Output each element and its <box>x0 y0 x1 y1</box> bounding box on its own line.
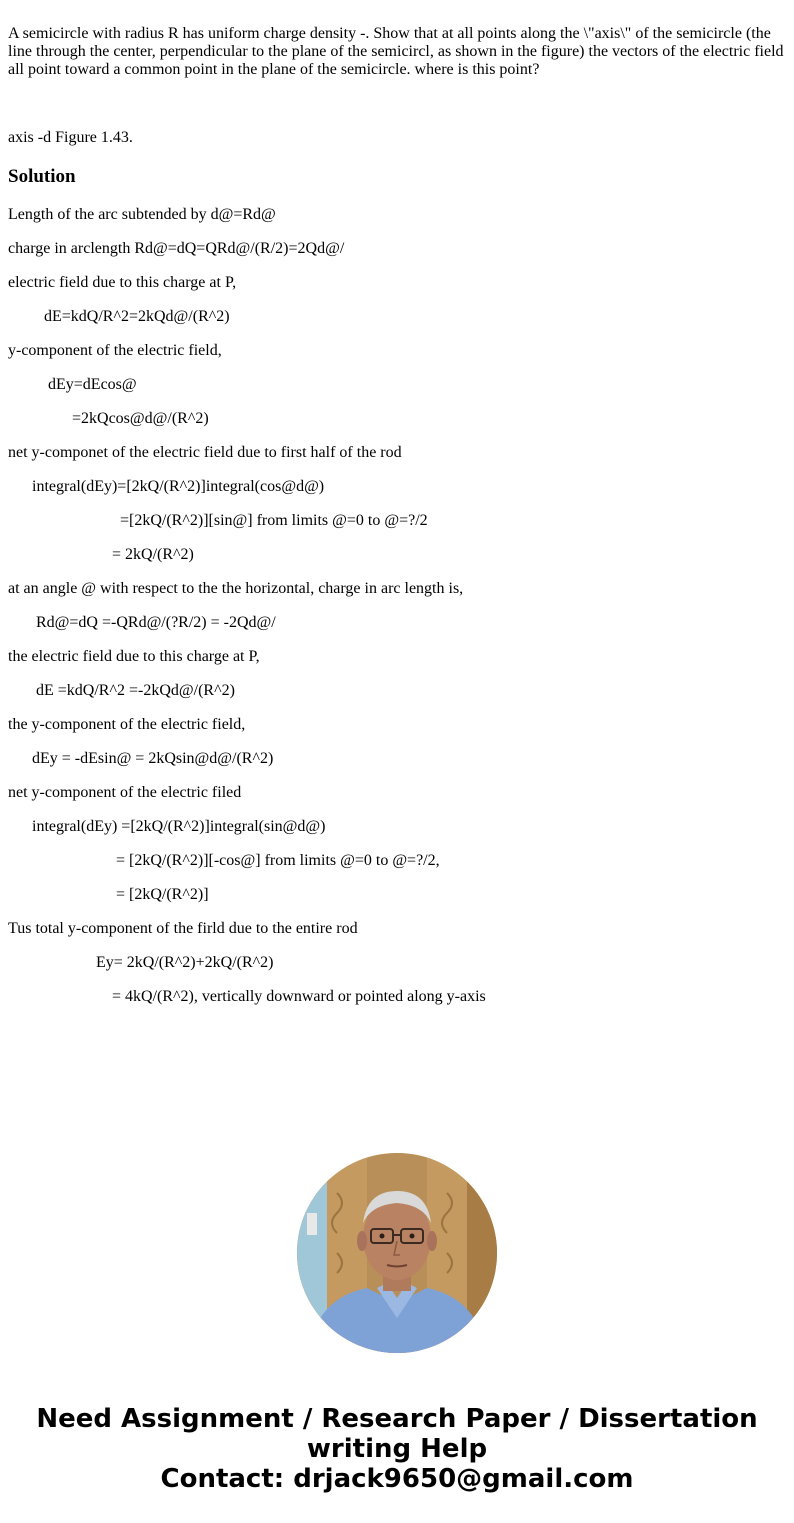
solution-line: Ey= 2kQ/(R^2)+2kQ/(R^2) <box>8 954 274 971</box>
solution-line: charge in arclength Rd@=dQ=QRd@/(R/2)=2Qd@/ <box>8 240 345 257</box>
solution-line: Rd@=dQ =-QRd@/(?R/2) = -2Qd@/ <box>8 614 276 631</box>
solution-line: electric field due to this charge at P, <box>8 274 237 291</box>
solution-line: y-component of the electric field, <box>8 342 222 359</box>
solution-line: = 2kQ/(R^2) <box>8 546 194 563</box>
solution-line: dEy = -dEsin@ = 2kQsin@d@/(R^2) <box>8 750 274 767</box>
solution-line: at an angle @ with respect to the the horizontal, charge in arc length is, <box>8 580 464 597</box>
solution-line: the electric field due to this charge at P, <box>8 648 260 665</box>
solution-line: =[2kQ/(R^2)][sin@] from limits @=0 to @=?/2 <box>8 512 428 529</box>
solution-line: dE=kdQ/R^2=2kQd@/(R^2) <box>8 308 230 325</box>
cta-line-1: Need Assignment / Research Paper / Dissertation <box>36 1404 758 1434</box>
question-text: A semicircle with radius R has uniform charge density -. Show that at all points along the \"axis\" of the semicircle (the line through the center, perpendicular to the plane of the semicircl, as shown in the figure) the vectors of the electric field all point toward a common point in the plane of the semicircle. where is this point? <box>8 25 784 78</box>
solution-line: dEy=dEcos@ <box>8 376 137 393</box>
contact-banner <box>0 1404 794 1494</box>
solution-heading: Solution <box>8 166 76 187</box>
solution-line: integral(dEy)=[2kQ/(R^2)]integral(cos@d@) <box>8 478 325 495</box>
figure-caption: axis -d Figure 1.43. <box>8 129 133 146</box>
solution-line: = 4kQ/(R^2), vertically downward or pointed along y-axis <box>8 988 486 1005</box>
solution-body <box>8 206 788 1022</box>
solution-line: integral(dEy) =[2kQ/(R^2)]integral(sin@d@) <box>8 818 326 835</box>
solution-line: dE =kdQ/R^2 =-2kQd@/(R^2) <box>8 682 235 699</box>
solution-line: Length of the arc subtended by d@=Rd@ <box>8 206 276 223</box>
solution-line: = [2kQ/(R^2)] <box>8 886 209 903</box>
solution-line: Tus total y-component of the firld due to the entire rod <box>8 920 358 937</box>
author-avatar <box>297 1153 497 1353</box>
solution-line: the y-component of the electric field, <box>8 716 246 733</box>
solution-line: = [2kQ/(R^2)][-cos@] from limits @=0 to @=?/2, <box>8 852 440 869</box>
solution-line: net y-componet of the electric field due to first half of the rod <box>8 444 402 461</box>
solution-line: =2kQcos@d@/(R^2) <box>8 410 209 427</box>
cta-line-2: writing Help <box>306 1434 488 1464</box>
solution-line: net y-component of the electric filed <box>8 784 242 801</box>
contact-email: Contact: drjack9650@gmail.com <box>160 1464 634 1494</box>
